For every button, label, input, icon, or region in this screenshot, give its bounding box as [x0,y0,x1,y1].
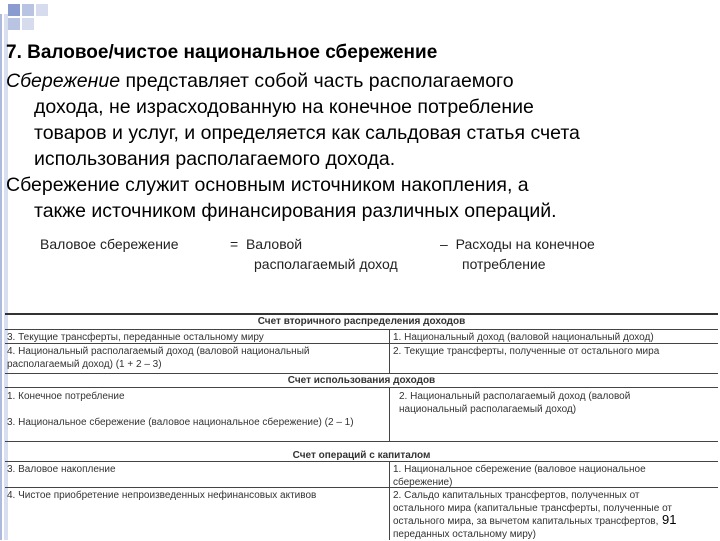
term-savings: Сбережение [6,70,121,92]
section-secondary-distribution: Счет вторичного распределения доходов [257,316,466,327]
formula-rhs2: – Расходы на конечное потребление [440,236,595,272]
slide-decoration [0,0,720,40]
formula-lhs: Валовое сбережение [40,236,179,252]
page-number: 91 [662,512,677,527]
role-paragraph: Сбережение служит основным источником накопления, а также источником финансирования различных операций. [6,174,557,222]
formula-rhs1: = Валовой располагаемый доход [230,236,398,272]
accounts-table: Счет вторичного распределения доходов 3. Текущие трансферты, переданные остальному миру 1. Национальный доход (валовой национальный доход) 4. Национальный располагаемый доход (валовой национальный располагаемый доход) (1 + 2 – 3) 2. Текущие трансферты, полученные от остального мира Счет использования доходов 1. Конечное потребление 2. Национальный располагаемый доход (валовой национальный располагаемый доход) 3. Национальное сбережение (валовое национальное сбережение) (2 – 1) Счет операций с капиталом 3. Валовое накопление 1. Национальное сбережение (валовое национальное сбережение) 4. Чистое приобретение непроизведенных нефинансовых активов 2. Сальдо капитальных трансфертов, полученных от остального мира (капитальные трансферты, полученные от остального мира, за вычетом капитальных трансфертов, переданных остальному миру) [5,313,718,540]
section-income-use: Счет использования доходов [287,375,436,386]
section-capital-operations: Счет операций с капиталом [292,450,431,461]
slide-title: 7. Валовое/чистое национальное сбережение [6,42,438,63]
definition-paragraph: Сбережение представляет собой часть располагаемого дохода, не израсходованную на конечное потребление товаров и услуг, и определяется как сальдовая статья счета использования располагаемого дохода. [6,70,580,170]
